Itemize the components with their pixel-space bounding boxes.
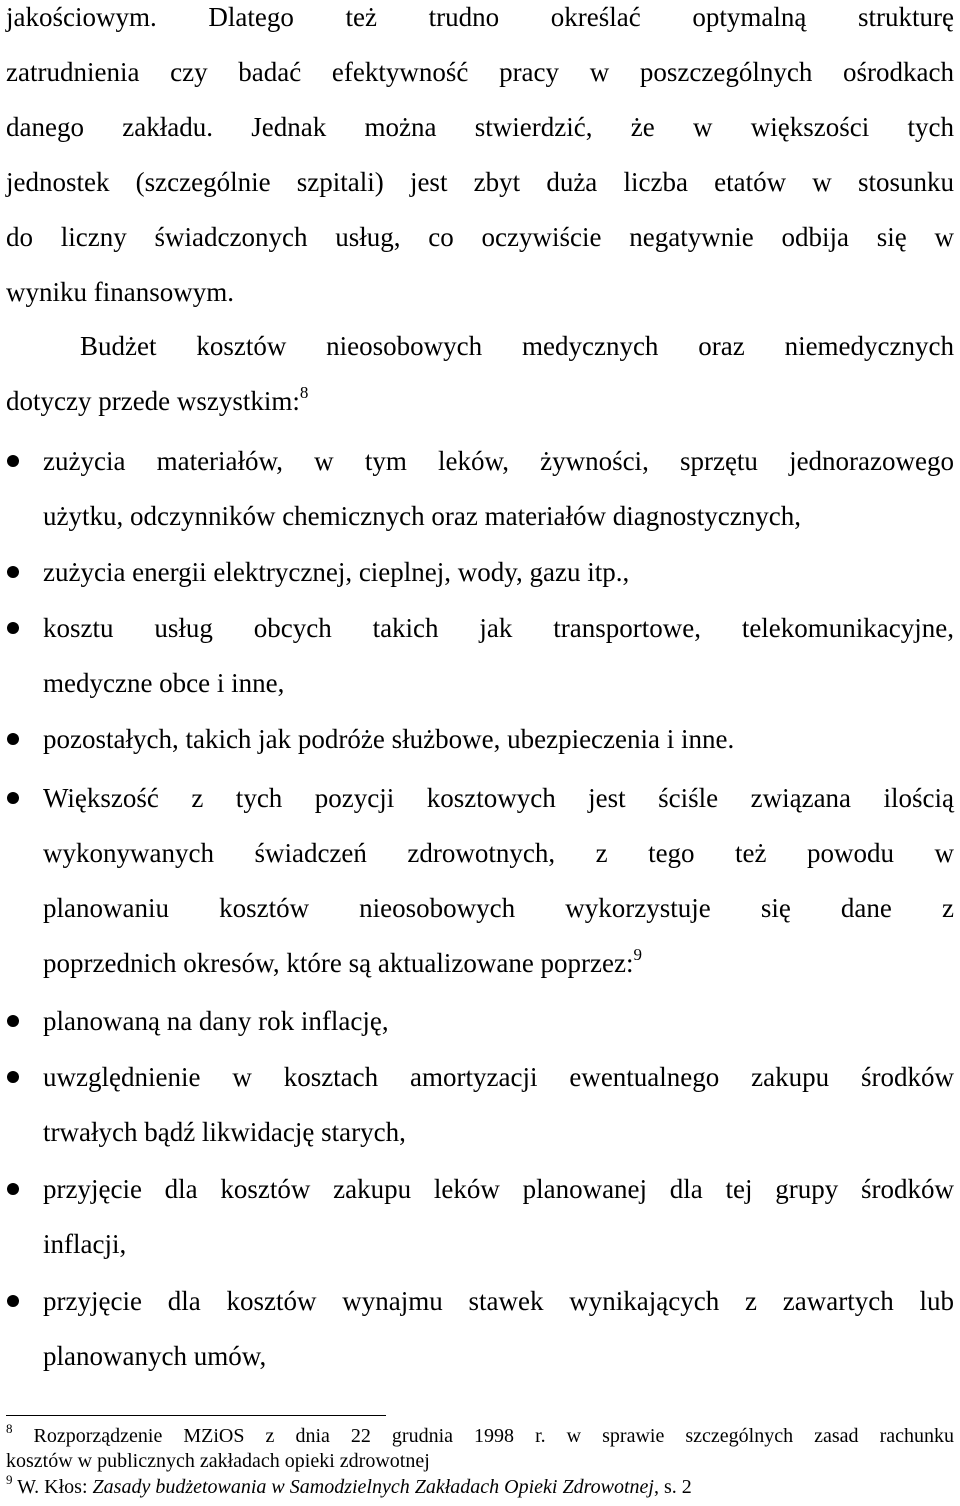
list-item-line: planowanych umów, [43,1341,267,1371]
bullet-icon [7,1295,19,1307]
bullet-icon [7,1183,19,1195]
bullet-icon [7,733,19,745]
footnote-separator [6,1415,386,1416]
list-item-line: planowaną na dany rok inflację, [43,1006,389,1036]
footnote-8-line-2: kosztów w publicznych zakładach opieki zdrowotnej [6,1450,430,1472]
bullet-icon [7,455,19,467]
paragraph-3-line-1: Większość z tych pozycji kosztowych jest ściśle związana ilością [43,783,954,813]
paragraph-3-line-4 [43,946,954,980]
bullet-icon [7,1015,19,1027]
footnote-8-line-1 [6,1421,954,1448]
bullet-icon [7,792,19,804]
list-item-line: zużycia energii elektrycznej, cieplnej, wody, gazu itp., [43,557,630,587]
paragraph-1-line-5: do liczny świadczonych usług, co oczywiście negatywnie odbija się w [6,222,954,252]
paragraph-3-line-2: wykonywanych świadczeń zdrowotnych, z tego też powodu w [43,838,954,868]
paragraph-2-text: dotyczy przede wszystkim: [6,386,300,416]
bullet-icon [7,622,19,634]
footnote-ref-8[interactable]: 8 [299,383,309,402]
list-item-line: medyczne obce i inne, [43,668,285,698]
list-item-line: zużycia materiałów, w tym leków, żywności, sprzętu jednorazowego [43,446,954,476]
footnote-8-text: Rozporządzenie MZiOS z dnia 22 grudnia 1998 r. w sprawie szczególnych zasad rachunku [33,1425,954,1447]
list-item-line: trwałych bądź likwidację starych, [43,1117,406,1147]
paragraph-1-line-3: danego zakładu. Jednak można stwierdzić, że w większości tych [6,112,954,142]
list-item-line: kosztu usług obcych takich jak transportowe, telekomunikacyjne, [43,613,954,643]
paragraph-1-line-2: zatrudnienia czy badać efektywność pracy w poszczególnych ośrodkach [6,57,954,87]
paragraph-3-line-3: planowaniu kosztów nieosobowych wykorzystuje się dane z [43,893,954,923]
list-item-line: użytku, odczynników chemicznych oraz materiałów diagnostycznych, [43,501,801,531]
list-item-line: inflacji, [43,1229,127,1259]
paragraph-2-line-2 [6,384,954,418]
paragraph-2-line-1: Budżet kosztów nieosobowych medycznych oraz niemedycznych [80,331,954,361]
paragraph-1-line-1: jakościowym. Dlatego też trudno określać optymalną strukturę [6,2,954,32]
list-item-line: przyjęcie dla kosztów zakupu leków planowanej dla tej grupy środków [43,1174,954,1204]
footnote-9-author: W. Kłos: [17,1476,88,1498]
footnote-ref-9[interactable]: 9 [633,945,643,964]
footnote-9-page: , s. 2 [653,1476,692,1498]
footnote-number: 9 [6,1472,13,1487]
list-item-line: pozostałych, takich jak podróże służbowe, ubezpieczenia i inne. [43,724,735,754]
list-item-line: przyjęcie dla kosztów wynajmu stawek wynikających z zawartych lub [43,1286,954,1316]
paragraph-3-text: poprzednich okresów, które są aktualizowane poprzez: [43,948,634,978]
footnote-9-line [6,1472,954,1499]
paragraph-1-line-6: wyniku finansowym. [6,277,234,307]
footnote-9-title: Zasady budżetowania w Samodzielnych Zakładach Opieki Zdrowotnej [92,1476,654,1498]
bullet-icon [7,566,19,578]
list-item-line: uwzględnienie w kosztach amortyzacji ewentualnego zakupu środków [43,1062,954,1092]
bullet-icon [7,1071,19,1083]
footnote-number: 8 [6,1421,13,1436]
paragraph-1-line-4: jednostek (szczególnie szpitali) jest zbyt duża liczba etatów w stosunku [6,167,954,197]
